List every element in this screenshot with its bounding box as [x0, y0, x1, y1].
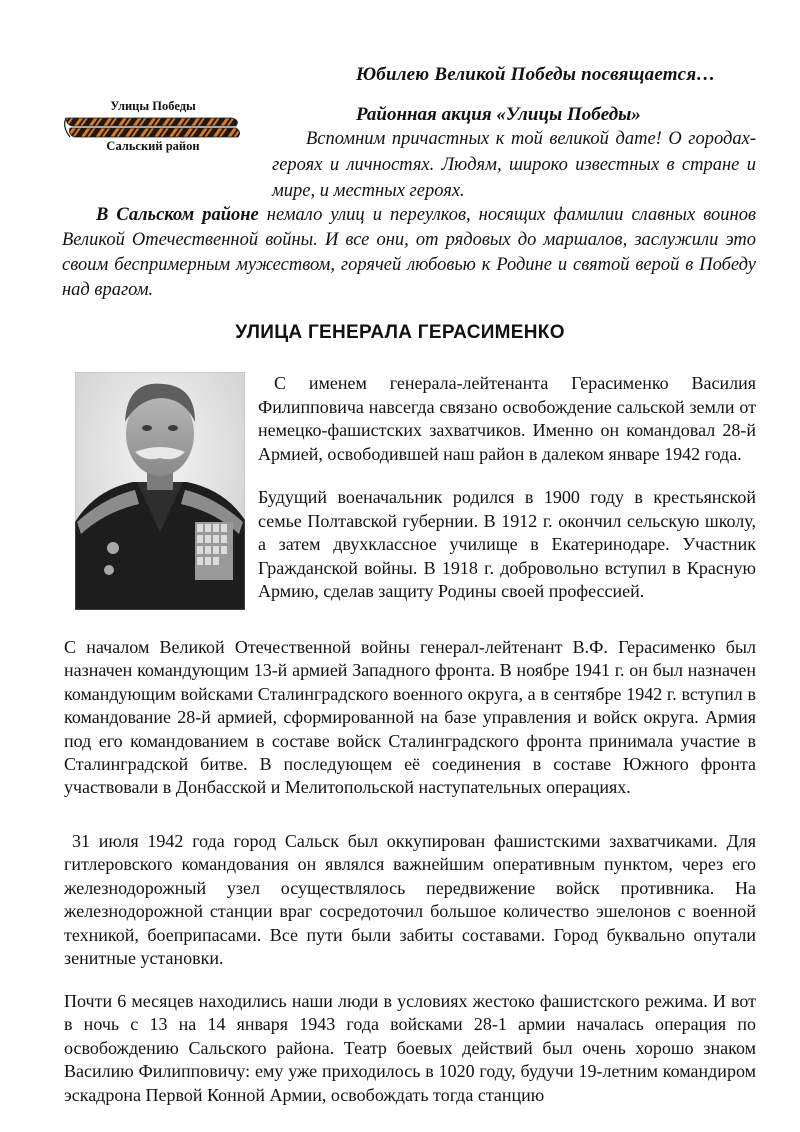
bio-paragraph-1: С именем генерала-лейтенанта Герасименко Василия Филипповича навсегда связано освобождение сальской земли от немецко-фашистских захватчиков. Именно он командовал 28-й Армией, освободившей наш район в далеком январе 1942 года.	[258, 373, 756, 464]
general-portrait-photo	[75, 372, 245, 610]
dedication-heading: Юбилею Великой Победы посвящается…	[356, 64, 716, 85]
intro-paragraph: Вспомним причастных к той великой дате! О городах-героях и личностях. Людям, широко известных в стране и мире, и местных героях.	[272, 129, 756, 201]
bio-paragraph-2: Будущий военачальник родился в 1900 году в крестьянской семье Полтавской губернии. В 1912 г. окончил сельскую школу, а затем двухклассное училище в Екатеринодаре. Участник Гражданской войны. В 1918 г. добровольно вступил в Красную Армию, сделав защиту Родины своей профессией.	[258, 487, 756, 601]
lead-paragraph	[62, 203, 756, 303]
salsk-occupation-paragraph: 31 июля 1942 года город Сальск был оккупирован фашистскими захватчиками. Для гитлеровского командования он являлся важнейшим оперативным пунктом, через его железнодорожный узел осуществлялось передвижение войск противника. На железнодорожной станции враг сосредоточил большое количество эшелонов с военной техникой, боеприпасами. Все пути были забиты составами. Город буквально опутали зенитные установки.	[64, 831, 756, 969]
portrait-image	[75, 372, 245, 610]
streets-of-victory-logo	[64, 99, 242, 157]
lead-bold-start: В Сальском районе	[96, 205, 259, 225]
article-title: УЛИЦА ГЕНЕРАЛА ГЕРАСИМЕНКО	[235, 322, 565, 343]
st-george-ribbon-icon	[64, 114, 242, 140]
war-paragraph: С началом Великой Отечественной войны генерал-лейтенант В.Ф. Герасименко был назначен командующим 13-й армией Западного фронта. В ноябре 1941 г. он был назначен командующим войсками Сталинградского военного округа, а в сентябре 1942 г. вступил в командование 28-й армией, сформированной на базе управления и войск округа. Армия под его командованием в составе войск Сталинградского фронта принимала участие в Сталинградской битве. В последующем её соединения в составе Южного фронта участвовали в Донбасской и Мелитопольской наступательных операциях.	[64, 637, 756, 798]
logo-bottom-text: Сальский район	[106, 139, 200, 153]
liberation-paragraph: Почти 6 месяцев находились наши люди в условиях жестоко фашистского режима. И вот в ночь с 13 на 14 января 1943 года войсками 28-1 армии началась операция по освобождению Сальского района. Театр боевых действий был очень хорошо знаком Василию Филипповичу: ему уже приходилось в 1020 году, будучи 19-летним командиром эскадрона Первой Конной Армии, освобождать тогда станцию	[64, 991, 756, 1105]
lead-rest: немало улиц и переулков, носящих фамилии славных воинов Великой Отечественной войны. И все они, от рядовых до маршалов, заслужили это своим беспримерным мужеством, горячей любовью к Родине и святой верой в Победу над врагом.	[62, 205, 756, 300]
logo-top-text: Улицы Победы	[110, 99, 196, 113]
campaign-heading: Районная акция «Улицы Победы»	[356, 104, 641, 125]
